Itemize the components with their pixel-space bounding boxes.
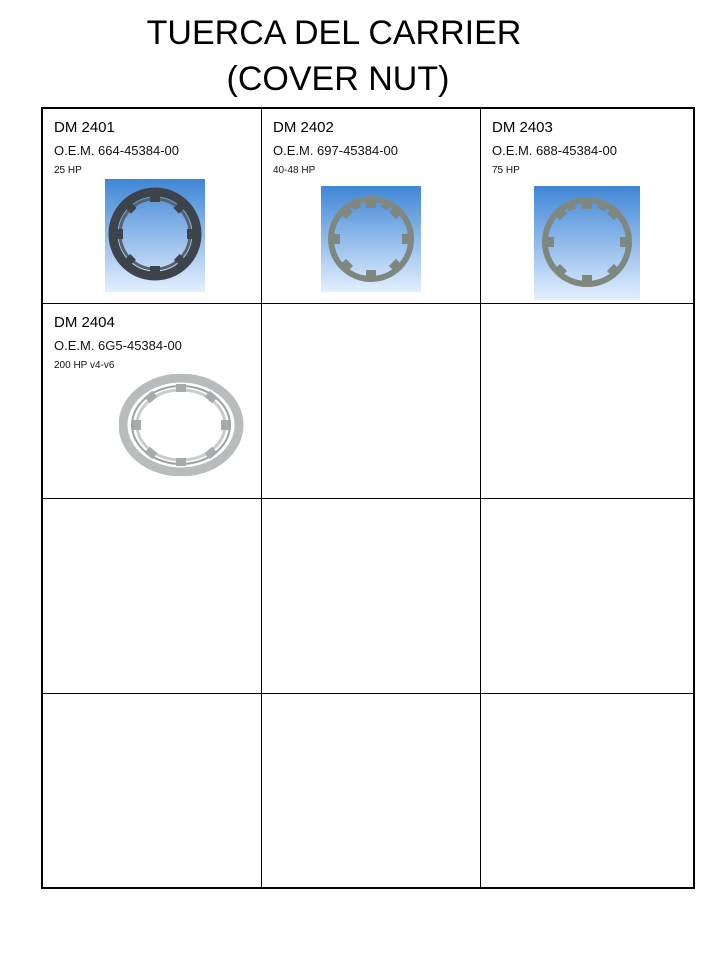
oem-number: O.E.M. 6G5-45384-00	[54, 338, 182, 353]
cover-nut-silver-ring-icon	[119, 374, 244, 476]
product-code: DM 2402	[273, 119, 334, 136]
horsepower: 200 HP v4-v6	[54, 360, 115, 371]
page-title: TUERCA DEL CARRIER	[146, 14, 522, 52]
empty-cell	[262, 694, 481, 887]
oem-number: O.E.M. 688-45384-00	[492, 143, 618, 158]
cover-nut-photo	[321, 186, 421, 292]
page-subtitle: (COVER NUT)	[226, 60, 450, 98]
horsepower: 75 HP	[492, 165, 520, 176]
empty-cell	[481, 304, 693, 499]
empty-cell	[262, 499, 481, 694]
cover-nut-photo	[534, 186, 640, 300]
product-code: DM 2404	[54, 314, 115, 331]
product-code: DM 2401	[54, 119, 115, 136]
oem-number: O.E.M. 697-45384-00	[273, 143, 399, 158]
empty-cell	[43, 694, 262, 887]
empty-cell	[43, 499, 262, 694]
product-cell-dm2401	[43, 109, 262, 304]
empty-cell	[481, 499, 693, 694]
product-cell-dm2404	[43, 304, 262, 499]
cover-nut-dark-ring-icon	[105, 179, 205, 292]
empty-cell	[481, 694, 693, 887]
cover-nut-slotted-ring-icon	[321, 186, 421, 292]
cover-nut-photo	[119, 374, 244, 476]
cover-nut-photo	[105, 179, 205, 292]
oem-number: O.E.M. 664-45384-00	[54, 143, 180, 158]
product-cell-dm2402	[262, 109, 481, 304]
empty-cell	[262, 304, 481, 499]
cover-nut-slotted-ring-icon	[534, 186, 640, 300]
product-cell-dm2403	[481, 109, 693, 304]
horsepower: 40-48 HP	[273, 165, 316, 176]
product-table	[41, 107, 695, 889]
product-code: DM 2403	[492, 119, 553, 136]
horsepower: 25 HP	[54, 165, 82, 176]
